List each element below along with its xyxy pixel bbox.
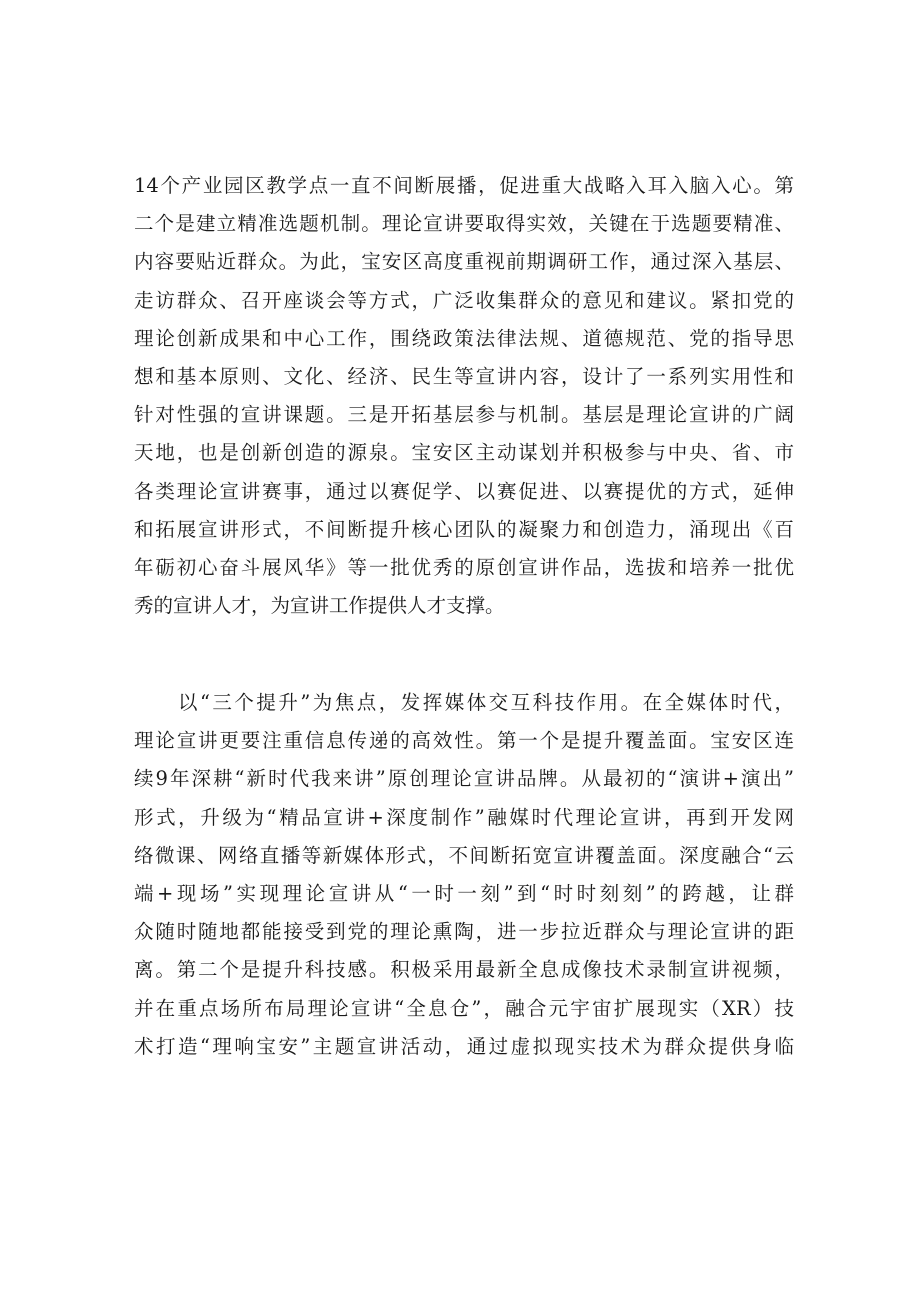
text-line: 形式，升级为“精品宣讲+深度制作”融媒时代理论宣讲，再到开发网 (134, 805, 794, 829)
text-line: 各类理论宣讲赛事，通过以赛促学、以赛促进、以赛提优的方式，延伸 (134, 479, 794, 503)
text-line: 端+现场”实现理论宣讲从“一时一刻”到“时时刻刻”的跨越，让群 (134, 881, 794, 905)
text-line: 二个是建立精准选题机制。理论宣讲要取得实效，关键在于选题要精准、 (134, 212, 794, 236)
text-line: 以“三个提升”为焦点，发挥媒体交互科技作用。在全媒体时代， (134, 691, 794, 714)
text-line: 想和基本原则、文化、经济、民生等宣讲内容，设计了一系列实用性和 (134, 364, 794, 388)
text-line: 并在重点场所布局理论宣讲“全息仓”，融合元宇宙扩展现实（XR）技 (134, 996, 794, 1020)
text-line: 络微课、网络直播等新媒体形式，不间断拓宽宣讲覆盖面。深度融合“云 (134, 843, 794, 867)
text-line: 针对性强的宣讲课题。三是开拓基层参与机制。基层是理论宣讲的广阔 (134, 403, 794, 427)
text-line: 理论宣讲更要注重信息传递的高效性。第一个是提升覆盖面。宝安区连 (134, 729, 794, 753)
paragraph-2 (134, 684, 794, 1066)
text-line: 续9年深耕“新时代我来讲”原创理论宣讲品牌。从最初的“演讲+演出” (134, 767, 794, 791)
text-line: 天地，也是创新创造的源泉。宝安区主动谋划并积极参与中央、省、市 (134, 441, 794, 465)
text-line: 术打造“理响宝安”主题宣讲活动，通过虚拟现实技术为群众提供身临 (134, 1034, 794, 1058)
text-line: 离。第二个是提升科技感。积极采用最新全息成像技术录制宣讲视频， (134, 958, 794, 982)
text-line: 理论创新成果和中心工作，围绕政策法律法规、道德规范、党的指导思 (134, 326, 794, 350)
text-line: 14个产业园区教学点一直不间断展播，促进重大战略入耳入脑入心。第 (134, 174, 794, 197)
text-line: 内容要贴近群众。为此，宝安区高度重视前期调研工作，通过深入基层、 (134, 250, 794, 274)
text-line: 秀的宣讲人才，为宣讲工作提供人才支撑。 (134, 594, 505, 618)
text-line: 走访群众、召开座谈会等方式，广泛收集群众的意见和建议。紧扣党的 (134, 288, 794, 312)
text-line: 年砺初心奋斗展风华》等一批优秀的原创宣讲作品，选拔和培养一批优 (134, 555, 794, 579)
text-line: 众随时随地都能接受到党的理论熏陶，进一步拉近群众与理论宣讲的距 (134, 920, 794, 944)
paragraph-1 (134, 167, 794, 625)
text-line: 和拓展宣讲形式，不间断提升核心团队的凝聚力和创造力，涌现出《百 (134, 517, 794, 541)
